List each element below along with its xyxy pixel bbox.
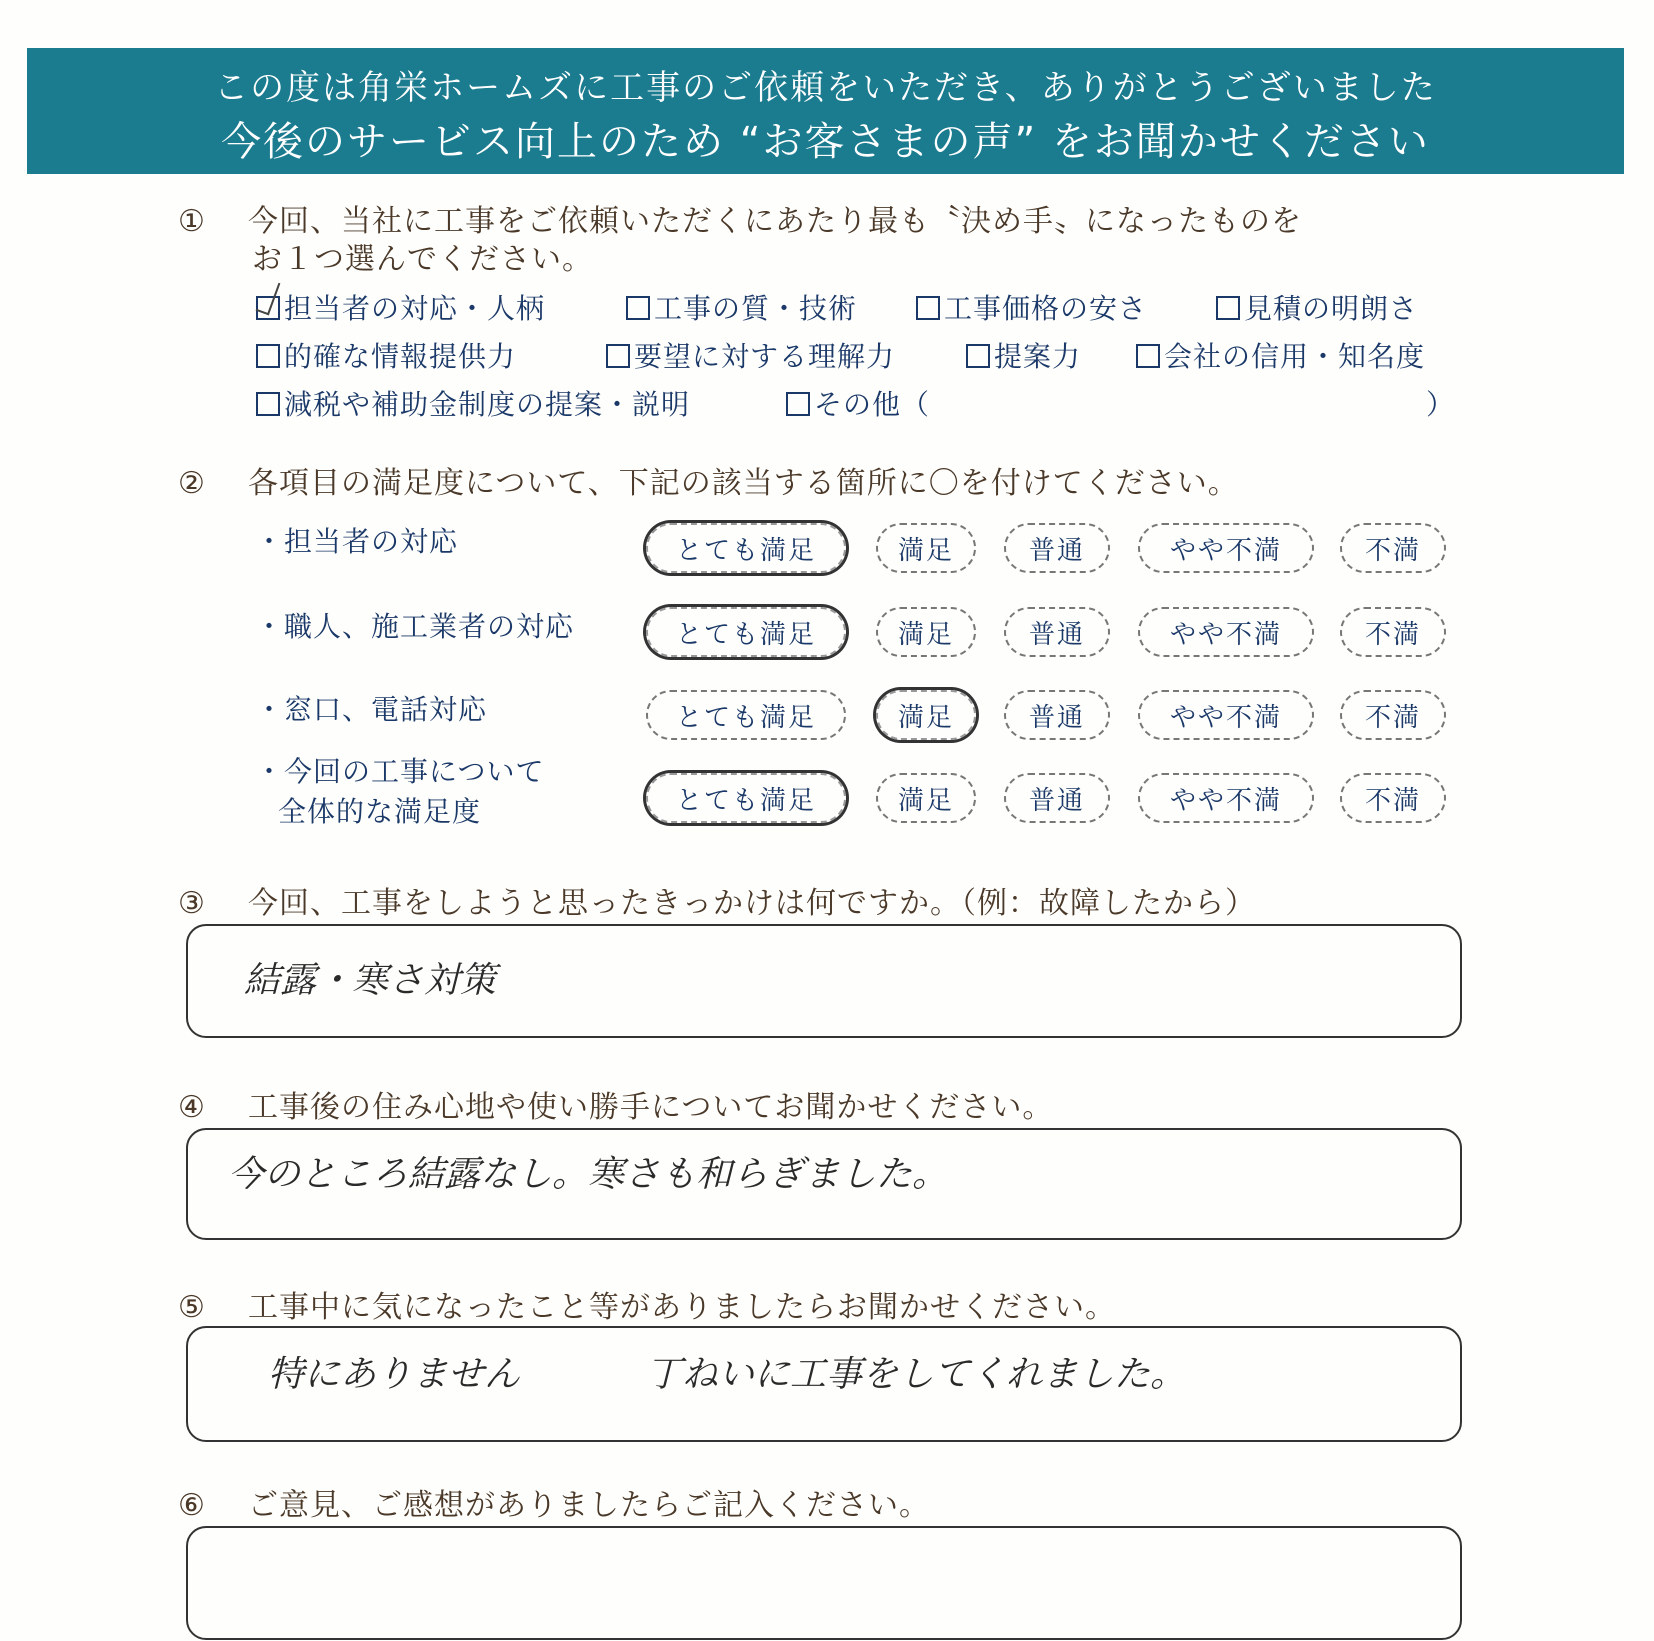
q5-heading (178, 1282, 1116, 1326)
rating-neutral[interactable]: 普通 (1004, 523, 1110, 573)
q1-option-other[interactable]: その他（ (786, 383, 930, 423)
rating-somewhat-dissatisfied[interactable]: やや不満 (1138, 773, 1314, 823)
q5-handwritten-answer-part1: 特にありません (268, 1354, 521, 1395)
checkbox-icon[interactable] (1136, 344, 1160, 368)
q1-option-reputation[interactable]: 会社の信用・知名度 (1136, 335, 1425, 375)
q2-number: ② (178, 466, 206, 501)
rating-very-satisfied[interactable]: とても満足 (646, 607, 846, 657)
checkbox-icon[interactable] (786, 392, 810, 416)
q1-option-info[interactable]: 的確な情報提供力 (256, 335, 516, 375)
rating-somewhat-dissatisfied[interactable]: やや不満 (1138, 523, 1314, 573)
rating-dissatisfied[interactable]: 不満 (1340, 607, 1446, 657)
q1-number: ① (178, 204, 206, 239)
q4-heading (178, 1082, 1053, 1126)
q4-answer-box[interactable] (186, 1128, 1462, 1240)
q1-text-line2: お１つ選んでください。 (252, 242, 593, 277)
checkbox-icon[interactable] (966, 344, 990, 368)
q4-handwritten-answer: 今のところ結露なし。寒さも和らぎました。 (228, 1154, 949, 1195)
q2-row-label-staff: ・担当者の対応 (255, 525, 459, 558)
rating-dissatisfied[interactable]: 不満 (1340, 773, 1446, 823)
q5-handwritten-answer-part2: 丁ねいに工事をしてくれました。 (646, 1354, 1187, 1395)
rating-dissatisfied[interactable]: 不満 (1340, 690, 1446, 740)
q5-text: 工事中に気になったこと等がありましたらお聞かせください。 (248, 1290, 1116, 1325)
q1-other-close-paren: ） (1426, 388, 1456, 421)
q6-answer-box[interactable] (186, 1526, 1462, 1640)
rating-very-satisfied[interactable]: とても満足 (646, 523, 846, 573)
q2-row-label-overall-line1: ・今回の工事について (255, 755, 545, 788)
rating-satisfied[interactable]: 満足 (876, 607, 976, 657)
q4-text: 工事後の住み心地や使い勝手についてお聞かせください。 (248, 1090, 1054, 1125)
rating-neutral[interactable]: 普通 (1004, 607, 1110, 657)
rating-very-satisfied[interactable]: とても満足 (646, 773, 846, 823)
q1-option-tax-subsidy[interactable]: 減税や補助金制度の提案・説明 (256, 383, 690, 423)
rating-dissatisfied[interactable]: 不満 (1340, 523, 1446, 573)
checkbox-icon[interactable] (916, 296, 940, 320)
q4-number: ④ (178, 1090, 206, 1125)
q1-text-line1: 今回、当社に工事をご依頼いただくにあたり最も〝決め手〟になったものを (248, 204, 1302, 239)
q2-row-label-phone: ・窓口、電話対応 (255, 693, 488, 726)
header-banner (27, 48, 1624, 174)
q6-text: ご意見、ご感想がありましたらご記入ください。 (248, 1488, 930, 1523)
q1-option-staff-attitude[interactable]: 担当者の対応・人柄 (256, 287, 545, 327)
q2-heading (178, 458, 1239, 502)
q1-option-understanding[interactable]: 要望に対する理解力 (606, 335, 895, 375)
checkbox-checked-icon[interactable] (256, 296, 280, 320)
rating-neutral[interactable]: 普通 (1004, 690, 1110, 740)
rating-somewhat-dissatisfied[interactable]: やや不満 (1138, 607, 1314, 657)
q1-option-proposal[interactable]: 提案力 (966, 335, 1081, 375)
q3-number: ③ (178, 886, 206, 921)
checkbox-icon[interactable] (1216, 296, 1240, 320)
rating-satisfied[interactable]: 満足 (876, 773, 976, 823)
checkbox-icon[interactable] (606, 344, 630, 368)
q2-text: 各項目の満足度について、下記の該当する箇所に〇を付けてください。 (248, 466, 1239, 501)
q6-number: ⑥ (178, 1488, 206, 1523)
q2-row-label-overall-line2: 全体的な満足度 (278, 795, 482, 828)
rating-satisfied[interactable]: 満足 (876, 690, 976, 740)
checkbox-icon[interactable] (256, 392, 280, 416)
q5-answer-box[interactable] (186, 1326, 1462, 1442)
rating-neutral[interactable]: 普通 (1004, 773, 1110, 823)
q3-text: 今回、工事をしようと思ったきっかけは何ですか。（例：故障したから） (248, 886, 1256, 921)
q3-heading (178, 878, 1256, 922)
checkbox-icon[interactable] (626, 296, 650, 320)
header-thanks-line: この度は角栄ホームズに工事のご依頼をいただき、ありがとうございました (214, 68, 1437, 108)
rating-somewhat-dissatisfied[interactable]: やや不満 (1138, 690, 1314, 740)
checkbox-icon[interactable] (256, 344, 280, 368)
rating-very-satisfied[interactable]: とても満足 (646, 690, 846, 740)
q3-handwritten-answer: 結露・寒さ対策 (244, 960, 497, 1001)
q3-answer-box[interactable] (186, 924, 1462, 1038)
q1-option-estimate-clarity[interactable]: 見積の明朗さ (1216, 287, 1418, 327)
q2-row-label-craftsmen: ・職人、施工業者の対応 (255, 610, 575, 643)
rating-satisfied[interactable]: 満足 (876, 523, 976, 573)
q1-option-price[interactable]: 工事価格の安さ (916, 287, 1147, 327)
q1-option-work-quality[interactable]: 工事の質・技術 (626, 287, 857, 327)
q5-number: ⑤ (178, 1290, 206, 1325)
header-request-line: 今後のサービス向上のため “お客さまの声” をお聞かせください (221, 119, 1430, 165)
q6-heading (178, 1480, 930, 1524)
